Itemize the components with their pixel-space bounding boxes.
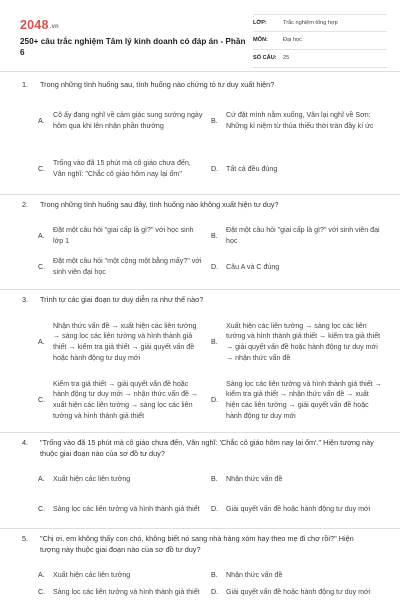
- divider: [0, 528, 400, 529]
- option-c[interactable]: C. Sàng lọc các liên tưởng và hình thành giả thiết: [38, 588, 200, 596]
- option-d[interactable]: D. Giải quyết vấn đề hoặc hành động tư duy mới: [211, 504, 371, 513]
- option-a[interactable]: A. Đặt một câu hỏi "giai cấp là gì?" với học sinh lớp 1: [38, 226, 194, 245]
- option-d[interactable]: D. Giải quyết vấn đề hoặc hành động tư duy mới: [211, 588, 371, 596]
- option-d[interactable]: D. Sàng lọc các liên tưởng và hình thành giả thiết → kiểm tra giả thiết → nhận thức vấn đề → xuất hiện các liên tưởng → giải quyết vấn đề hoặc hành động tư duy mới: [211, 379, 382, 420]
- document-page: 2048.vn 250+ câu trắc nghiệm Tâm lý kinh doanh có đáp án - Phần 6 LỚP: Trắc nghiệm tổng hợp MÔN: Đại học SỐ CÂU: 25 1. Trong những tình huống sau, tình huống nào chứng tỏ tư duy xuất hiện? A. Cô ấy đang nghĩ về cảm giác sung sướng ngày hôm qua khi lên nhận phần thưởng B. Cứ đặt mình nằm xuống, Vân lại nghĩ về Sơn: Những kỉ niệm từ thủa thiếu thời tràn đầy kí ức C. Trống vào đã 15 phút mà cô giáo chưa đến, Vân nghĩ: "Chắc cô giáo hôm nay lại ốm" D. Tất cả đều đúng 2. Trong những tình huống sau đây, tình huống nào không xuất hiện tư duy? A. Đặt một câu hỏi "giai cấp là gì?" với học sinh lớp 1 B. Đặt một câu hỏi "giai cấp là gì?" với sinh viên đại học C. Đặt một câu hỏi "một cộng một bằng mấy?" với sinh viên đại học D. Câu A và C đúng 3. Trình tự các giai đoạn tư duy diễn ra như thế nào? A. Nhận thức vấn đề → xuất hiện các liên tưởng → sàng lọc các liên tưởng và hình thành giả thiết → kiểm tra giả thiết → giải quyết vấn đề hoặc hành động tư duy mới B. Xuất hiện các liên tưởng → sàng lọc các liên tưởng và hình thành giả thiết → kiểm tra giả thiết → giải quyết vấn đề hoặc hành động tư duy mới → nhận thức vấn đề C. Kiểm tra giả thiết → giải quyết vấn đề hoặc hành động tư duy mới → nhận thức vấn đề → xuất hiện các liên tưởng → sàng lọc các liên tưởng và hình thành giả thiết D. Sàng lọc các liên tưởng và hình thành giả thiết → kiểm tra giả thiết → nhận thức vấn đề → xuất hiện các liên tưởng → giải quyết vấn đề hoặc hành động tư duy mới 4. "Trống vào đã 15 phút mà cô giáo chưa đến, Vân nghĩ: 'Chắc cô giáo hôm nay lại ốm'." Hiện tượng này thuộc giai đoạn nào của sơ đồ tư duy? A. Xuất hiện các liên tưởng B. Nhận thức vấn đề C. Sàng lọc các liên tưởng và hình thành giả thiết D. Giải quyết vấn đề hoặc hành động tư duy mới 5. "Chị ơi, em không thấy con chó, không biết nó sang nhà hàng xóm hay theo mẹ đi chợ rồi?" Hiện tượng này thuộc giai đoạn nào của sơ đồ tư duy? A. Xuất hiện các liên tưởng B. Nhận thức vấn đề C. Sàng lọc các liên tưởng và hình thành giả thiết D. Giải quyết vấn đề hoặc hành động tư duy mới: [0, 0, 400, 600]
- option-c[interactable]: C. Sàng lọc các liên tưởng và hình thành giả thiết: [38, 504, 200, 513]
- option-b[interactable]: B. Cứ đặt mình nằm xuống, Vân lại nghĩ về Sơn: Những kỉ niệm từ thủa thiếu thời tràn đầy kí ức: [211, 111, 374, 130]
- question-number: 2.: [22, 200, 29, 209]
- option-c[interactable]: C. Trống vào đã 15 phút mà cô giáo chưa đến, Vân nghĩ: "Chắc cô giáo hôm nay lại ốm": [38, 159, 191, 178]
- divider: [0, 71, 400, 72]
- meta-table: [253, 14, 387, 68]
- logo-suffix: .vn: [49, 24, 59, 30]
- option-b[interactable]: B. Nhận thức vấn đề: [211, 570, 283, 579]
- option-c[interactable]: C. Đặt một câu hỏi "một cộng một bằng mấy?" với sinh viên đại học: [38, 257, 202, 276]
- meta-value: 25: [283, 55, 290, 62]
- question-number: 4.: [22, 438, 29, 447]
- meta-label: LỚP:: [253, 19, 267, 26]
- option-b[interactable]: B. Xuất hiện các liên tưởng → sàng lọc các liên tưởng và hình thành giả thiết → kiểm tra giả thiết → giải quyết vấn đề hoặc hành động tư duy mới → nhận thức vấn đề: [211, 321, 381, 362]
- meta-value: Đại học: [283, 37, 302, 44]
- option-a[interactable]: A. Xuất hiện các liên tưởng: [38, 474, 131, 483]
- logo-text: 2048: [20, 18, 49, 32]
- meta-row-count: [253, 50, 387, 68]
- question-number: 1.: [22, 80, 29, 89]
- question-number: 5.: [22, 534, 29, 543]
- option-b[interactable]: B. Đặt một câu hỏi "giai cấp là gì?" với sinh viên đại học: [211, 226, 380, 245]
- document-title: 250+ câu trắc nghiệm Tâm lý kinh doanh có đáp án - Phần 6: [20, 37, 246, 58]
- option-d[interactable]: D. Tất cả đều đúng: [211, 164, 278, 173]
- question-number: 3.: [22, 295, 29, 304]
- document-header: [0, 0, 400, 80]
- option-a[interactable]: A. Nhận thức vấn đề → xuất hiện các liên tưởng → sàng lọc các liên tưởng và hình thành giả thiết → kiểm tra giả thiết → giải quyết vấn đề hoặc hành động tư duy mới: [38, 321, 197, 362]
- meta-row-subject: [253, 32, 387, 50]
- site-logo[interactable]: [20, 16, 59, 34]
- option-b[interactable]: B. Nhận thức vấn đề: [211, 474, 283, 483]
- meta-label: MÔN:: [253, 37, 268, 44]
- option-c[interactable]: C. Kiểm tra giả thiết → giải quyết vấn đề hoặc hành động tư duy mới → nhận thức vấn đề → xuất hiện các liên tưởng → sàng lọc các liên tưởng và hình thành giả thiết: [38, 379, 199, 420]
- meta-value: Trắc nghiệm tổng hợp: [283, 19, 338, 26]
- meta-label: SỐ CÂU:: [253, 55, 277, 62]
- divider: [0, 432, 400, 433]
- option-a[interactable]: A. Xuất hiện các liên tưởng: [38, 570, 131, 579]
- meta-row-class: [253, 14, 387, 32]
- divider: [0, 289, 400, 290]
- option-a[interactable]: A. Cô ấy đang nghĩ về cảm giác sung sướng ngày hôm qua khi lên nhận phần thưởng: [38, 111, 203, 130]
- divider: [0, 194, 400, 195]
- option-d[interactable]: D. Câu A và C đúng: [211, 262, 280, 271]
